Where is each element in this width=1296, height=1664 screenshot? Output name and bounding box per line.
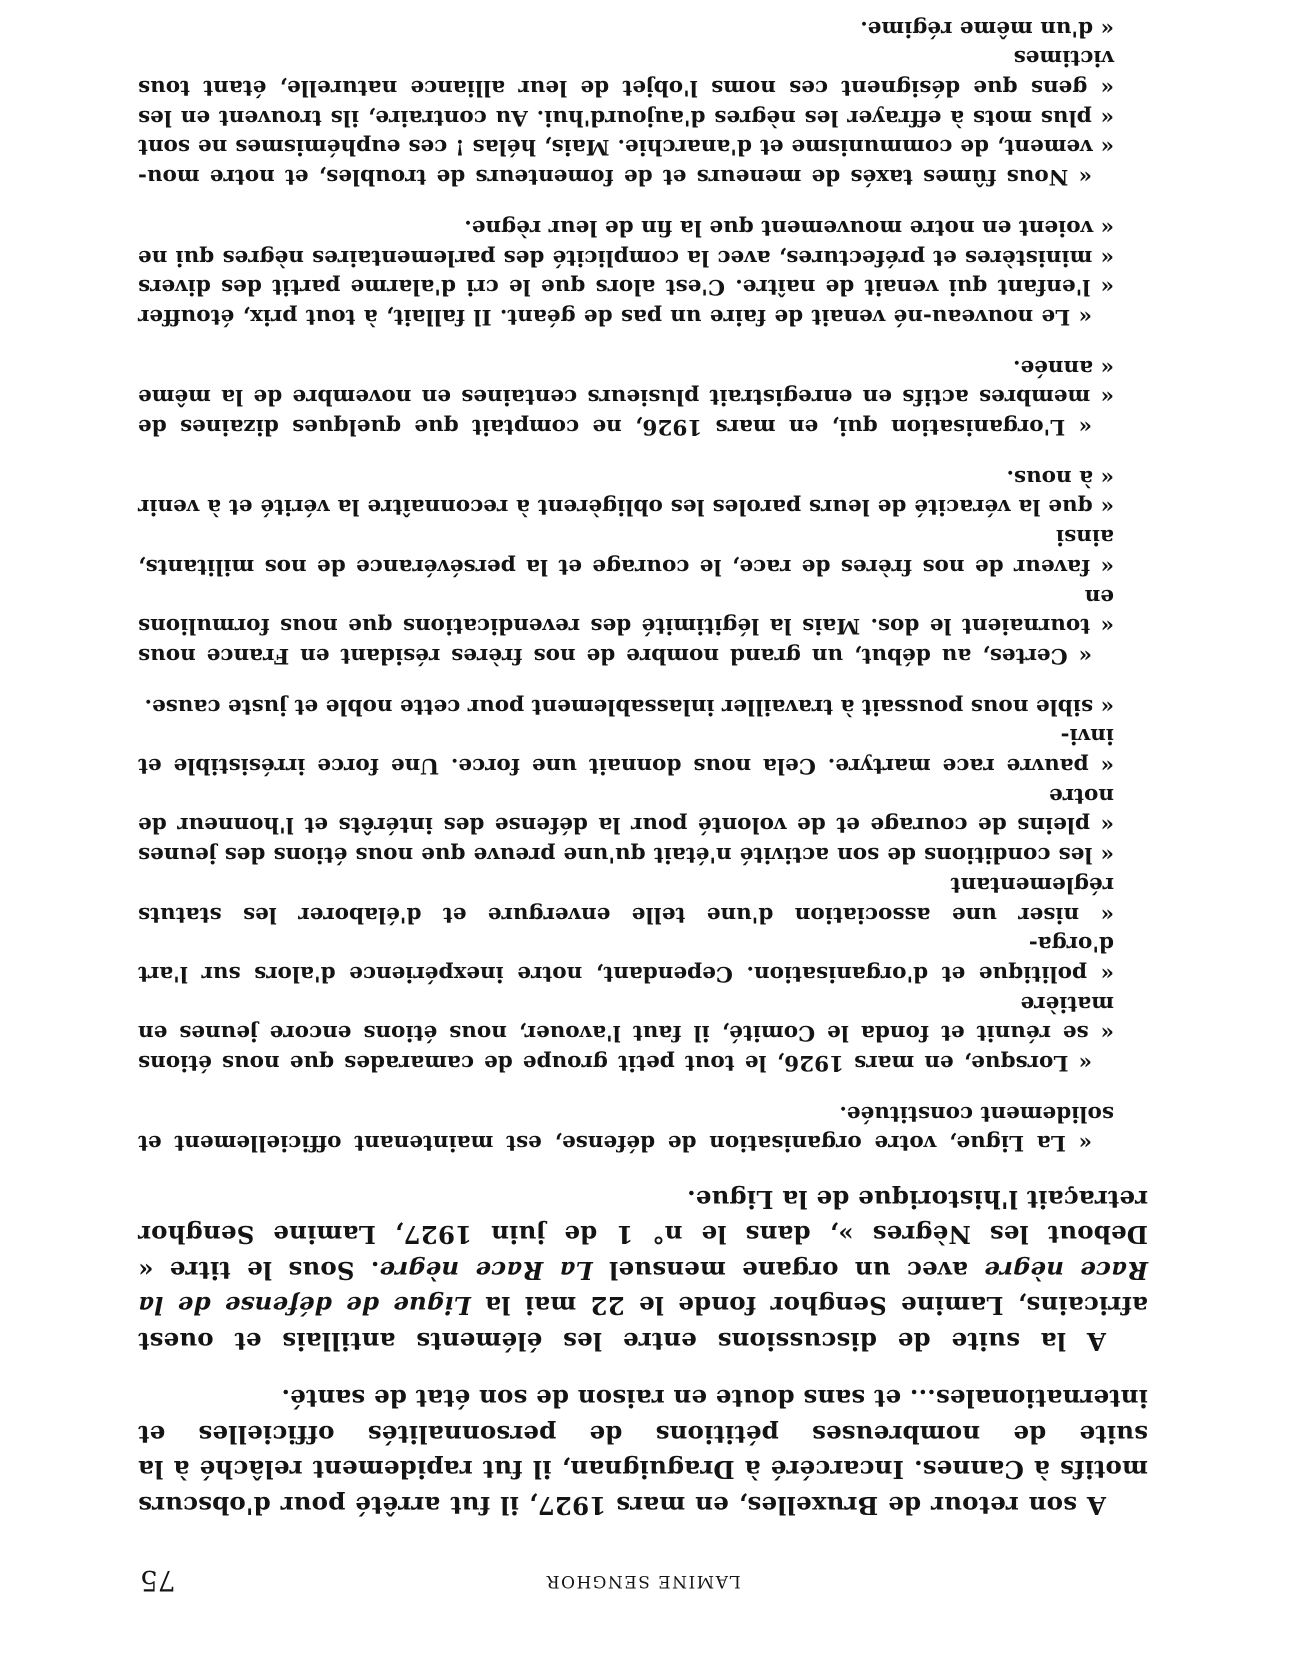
- page-content: [138, 0, 1148, 1595]
- quote-line: « pleins de courage et de volonté pour la défense des intérêts et l'honneur de notre: [138, 782, 1114, 838]
- paragraph-text: . Sous le titre « Debout les Nègres », dans le n° 1 de juin 1927, Lamine Senghor retraçait l'historique de la Ligue.: [138, 1185, 1148, 1285]
- quote-line: « voient en notre mouvement que la fin de leur règne.: [464, 214, 1114, 240]
- quote-line: « se réunit et fonda le Comité, il faut l'avouer, nous étions encore jeunes en matière: [138, 990, 1114, 1046]
- quote-paragraph: [138, 13, 1148, 191]
- quote-line: « pauvre race martyre. Cela nous donnait une force. Une force irrésistible et invi-: [138, 723, 1114, 779]
- ligue-name-italic: Ligue de défense de la Race nègre: [138, 1256, 1148, 1321]
- quote-line: « sible nous poussait à travailler inlassablement pour cette noble et juste cause.: [144, 693, 1114, 719]
- quote-line: « les conditions de son activité n'était qu'une preuve que nous étions des jeunes: [138, 842, 1114, 868]
- page-number: 75: [140, 1564, 176, 1597]
- quote-line: « La Ligue, votre organisation de défense, est maintenant officiellement et: [138, 1130, 1092, 1156]
- quote-line: « ministères et préfectures, avec la complicité des parlementaires nègres qui ne: [138, 244, 1114, 270]
- quote-line: « Nous fûmes taxés de meneurs et de fomenteurs de troubles, et notre mou-: [138, 164, 1092, 190]
- quote-line: « politique et d'organisation. Cependant, notre inexpérience d'alors sur l'art d'orga-: [138, 931, 1114, 986]
- quote-paragraph: [138, 352, 1148, 441]
- paragraph-text: A la suite de discussions entre les éléments antillais et ouest africains, Lamine Senghor fonde le 22 mai la: [138, 1291, 1148, 1356]
- quote-line: « vement, de communisme et d'anarchie. Mais, hélas ! ces euphémismes ne sont: [138, 134, 1114, 160]
- paragraph-text: avec un organe mensuel: [592, 1256, 985, 1285]
- paragraph-ligue-founding: [138, 1182, 1148, 1360]
- quote-line: « plus mots à effrayer les nègres d'aujourd'hui. Au contraire, ils trouvent en les: [138, 104, 1114, 130]
- quote-paragraph: [138, 462, 1148, 670]
- quote-line: « gens que désignent ces noms l'objet de leur alliance naturelle, étant tous victimes: [138, 45, 1114, 100]
- page-header: [138, 1561, 1148, 1595]
- quote-line: « tournaient le dos. Mais la légitimité des revendications que nous formulions en: [138, 583, 1114, 639]
- quote-line: « faveur de nos frères de race, le courage et la persévérance de nos militants, ainsi: [138, 524, 1114, 579]
- quote-line: « niser une association d'une telle envergure et d'élaborer les statuts réglementant: [138, 871, 1114, 927]
- quote-line: « membres actifs en enregistrait plusieurs centaines en novembre de la même: [138, 384, 1114, 410]
- quote-paragraph: [138, 691, 1148, 1077]
- quoted-article: [138, 0, 1148, 1158]
- quote-line: solidement constituée.: [839, 1100, 1114, 1126]
- quote-line: « Certes, au début, un grand nombre de nos frères résidant en France nous: [138, 642, 1092, 668]
- quote-line: « Lorsque, en mars 1926, le tout petit groupe de camarades que nous étions: [138, 1050, 1092, 1076]
- quote-line: « que la véracité de leurs paroles les obligèrent à reconnaître la vérité et à venir: [138, 494, 1114, 520]
- quote-line: « année.: [1013, 354, 1114, 380]
- journal-name-italic: La Race nègre: [379, 1256, 593, 1285]
- quote-line: « d'un même régime.: [860, 15, 1114, 41]
- quote-line: « Le nouveau-né venait de faire un pas de géant. Il fallait, à tout prix, étouffer: [138, 303, 1092, 329]
- quote-paragraph: [138, 1098, 1148, 1157]
- quote-line: « à nous.: [1006, 464, 1114, 490]
- quote-line: « l'enfant qui venait de naître. C'est alors que le cri d'alarme partit des divers: [138, 274, 1114, 300]
- paragraph-return-from-brussels: A son retour de Bruxelles, en mars 1927, il fut arrêté pour d'obscurs motifs à Cannes. Incarcéré à Draguignan, il fut rapidement relâché à la suite de nombreuses pétitions de personnalités officielles et internationales... et sans doute en raison de son état de santé.: [138, 1384, 1148, 1520]
- running-head: LAMINE SENGHOR: [545, 1571, 741, 1591]
- quote-line: « L'organisation qui, en mars 1926, ne comptait que quelques dizaines de: [138, 414, 1092, 440]
- quote-paragraph: [138, 212, 1148, 331]
